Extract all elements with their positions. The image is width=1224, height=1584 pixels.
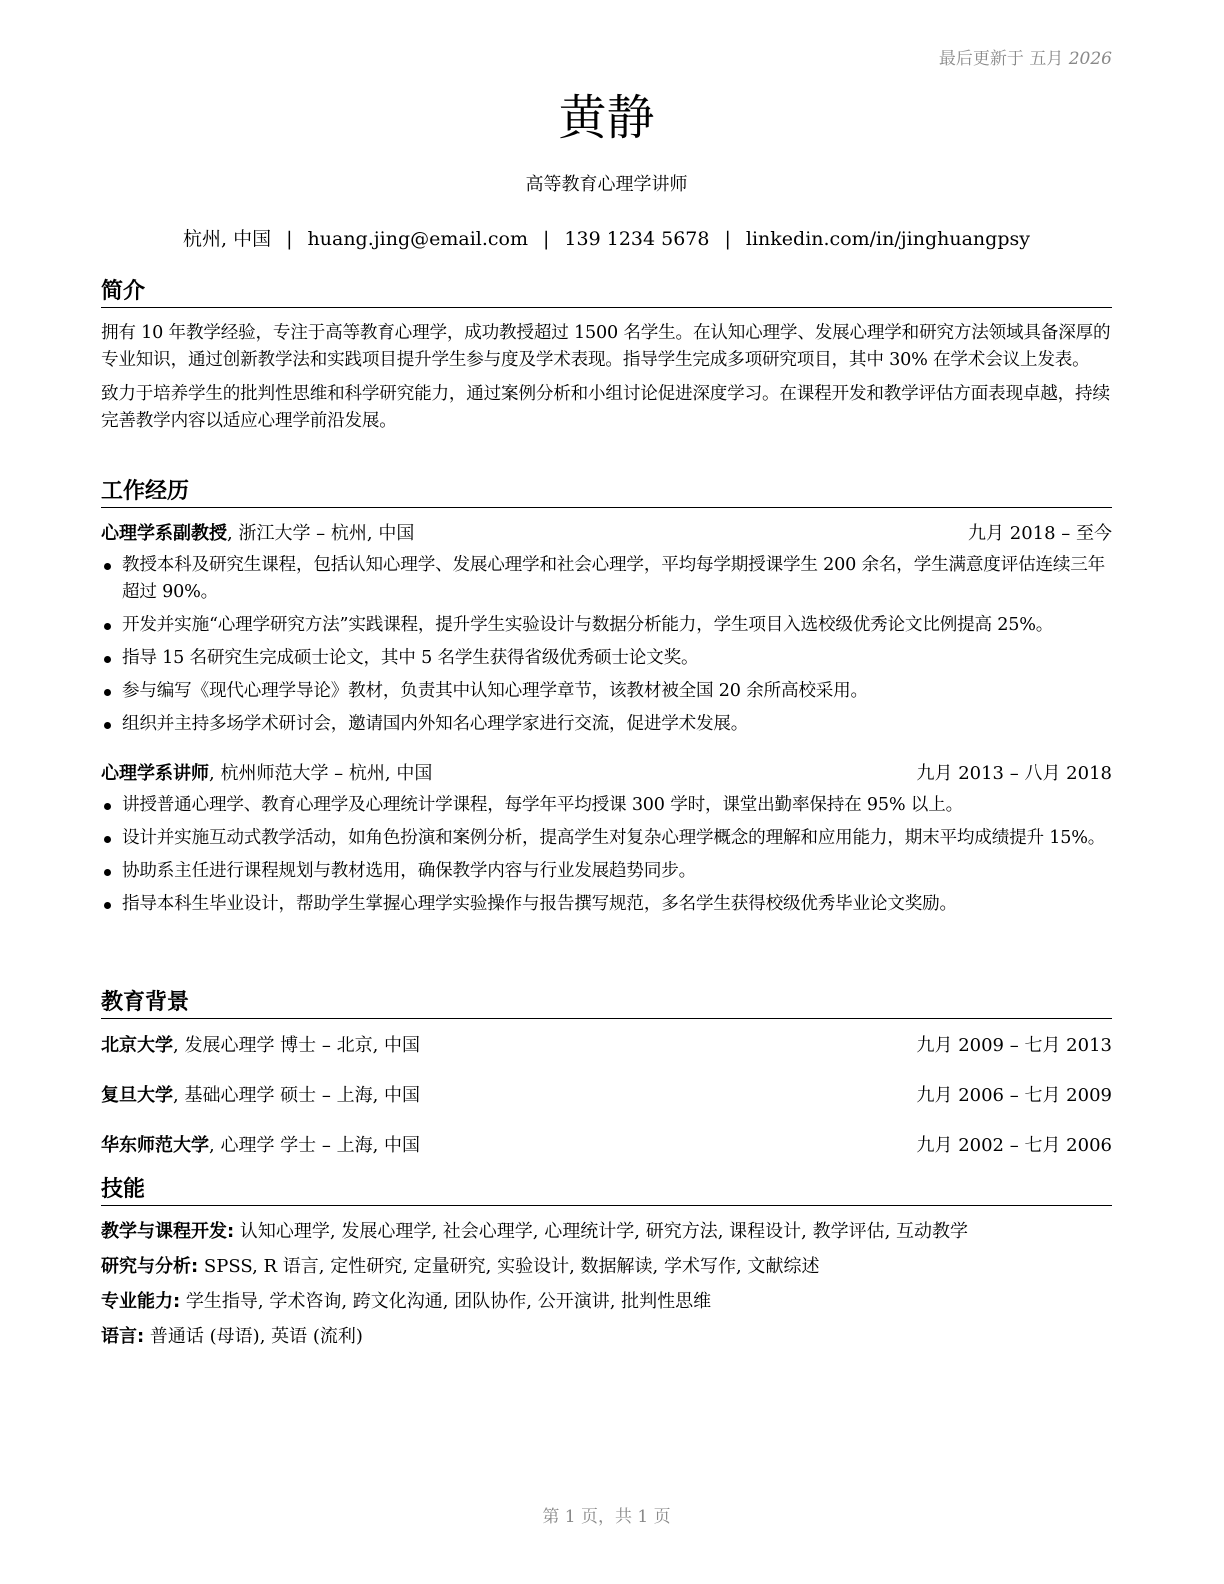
education-entry: [101, 1133, 1112, 1159]
education-school-detail: [101, 1133, 420, 1159]
last-updated-year: 2026: [1068, 49, 1112, 69]
education-school: 华东师范大学: [101, 1135, 209, 1156]
job-role: 心理学系讲师: [101, 763, 209, 784]
skill-value: 普通话 (母语), 英语 (流利): [144, 1326, 363, 1347]
summary-section: [101, 277, 1112, 435]
education-school: 北京大学: [101, 1035, 173, 1056]
education-dates: 九月 2006 – 七月 2009: [916, 1085, 1112, 1106]
experience-section: [101, 477, 1112, 918]
contact-location: 杭州, 中国: [183, 228, 272, 250]
candidate-title: 高等教育心理学讲师: [525, 174, 688, 195]
contact-separator: |: [286, 228, 293, 250]
education-school-detail: [101, 1083, 420, 1109]
education-dates: 九月 2009 – 七月 2013: [916, 1035, 1112, 1056]
education-detail: , 基础心理学 硕士 – 上海, 中国: [173, 1085, 421, 1106]
education-detail: , 发展心理学 博士 – 北京, 中国: [173, 1035, 421, 1056]
section-heading-summary: 简介: [101, 277, 1112, 308]
skill-label: 研究与分析:: [101, 1256, 199, 1277]
bullet-item: 设计并实施互动式教学活动，如角色扮演和案例分析，提高学生对复杂心理学概念的理解和应用能力，期末平均成绩提升 15%。: [101, 825, 1112, 852]
bullet-item: 讲授普通心理学、教育心理学及心理统计学课程，每学年平均授课 300 学时，课堂出勤率保持在 95% 以上。: [101, 792, 1112, 819]
job-org: , 浙江大学 – 杭州, 中国: [227, 523, 415, 544]
job-entry: [101, 521, 1112, 738]
contact-separator: |: [724, 228, 731, 250]
bullet-item: 指导本科生毕业设计，帮助学生掌握心理学实验操作与报告撰写规范，多名学生获得校级优秀毕业论文奖励。: [101, 891, 1112, 918]
bullet-item: 指导 15 名研究生完成硕士论文，其中 5 名学生获得省级优秀硕士论文奖。: [101, 645, 1112, 672]
section-heading-skills: 技能: [101, 1175, 1112, 1206]
job-bullets: [101, 552, 1112, 738]
bullet-item: 开发并实施“心理学研究方法”实践课程，提升学生实验设计与数据分析能力，学生项目入选校级优秀论文比例提高 25%。: [101, 612, 1112, 639]
section-heading-experience: 工作经历: [101, 477, 1112, 508]
bullet-item: 教授本科及研究生课程，包括认知心理学、发展心理学和社会心理学，平均每学期授课学生 200 余名，学生满意度评估连续三年超过 90%。: [101, 552, 1112, 606]
education-entry: [101, 1033, 1112, 1059]
job-role: 心理学系副教授: [101, 523, 227, 544]
job-dates: 九月 2013 – 八月 2018: [916, 763, 1112, 784]
skill-row: [101, 1219, 1112, 1245]
section-heading-education: 教育背景: [101, 988, 1112, 1019]
bullet-item: 协助系主任进行课程规划与教材选用，确保教学内容与行业发展趋势同步。: [101, 858, 1112, 885]
page-number-footer: 第 1 页，共 1 页: [542, 1507, 671, 1527]
resume-page: [101, 0, 1112, 1584]
job-bullets: [101, 792, 1112, 918]
skill-row: [101, 1324, 1112, 1350]
education-dates: 九月 2002 – 七月 2006: [916, 1135, 1112, 1156]
job-role-org: [101, 521, 414, 547]
candidate-name: 黄静: [558, 90, 655, 146]
last-updated-label: 最后更新于 五月: [938, 49, 1064, 69]
job-role-org: [101, 761, 432, 787]
education-detail: , 心理学 学士 – 上海, 中国: [209, 1135, 421, 1156]
job-org: , 杭州师范大学 – 杭州, 中国: [209, 763, 433, 784]
skill-label: 教学与课程开发:: [101, 1221, 235, 1242]
skills-section: [101, 1175, 1112, 1350]
skill-row: [101, 1254, 1112, 1280]
skill-value: 认知心理学, 发展心理学, 社会心理学, 心理统计学, 研究方法, 课程设计, 教学评估, 互动教学: [234, 1221, 969, 1242]
bullet-item: 参与编写《现代心理学导论》教材，负责其中认知心理学章节，该教材被全国 20 余所高校采用。: [101, 678, 1112, 705]
last-updated: [939, 44, 1112, 69]
summary-paragraph: 拥有 10 年教学经验，专注于高等教育心理学，成功教授超过 1500 名学生。在认知心理学、发展心理学和研究方法领域具备深厚的专业知识，通过创新教学法和实践项目提升学生参与度及学术表现。指导学生完成多项研究项目，其中 30% 在学术会议上发表。: [101, 323, 1111, 370]
skill-label: 专业能力:: [101, 1291, 181, 1312]
summary-paragraph: 致力于培养学生的批判性思维和科学研究能力，通过案例分析和小组讨论促进深度学习。在课程开发和教学评估方面表现卓越，持续完善教学内容以适应心理学前沿发展。: [101, 384, 1110, 431]
contact-phone[interactable]: 139 1234 5678: [564, 228, 710, 250]
skill-row: [101, 1289, 1112, 1315]
contact-separator: |: [543, 228, 550, 250]
contact-line: [101, 224, 1112, 251]
contact-linkedin[interactable]: linkedin.com/in/jinghuangpsy: [745, 228, 1030, 250]
education-school: 复旦大学: [101, 1085, 173, 1106]
education-entry: [101, 1083, 1112, 1109]
contact-email[interactable]: huang.jing@email.com: [307, 228, 529, 250]
bullet-item: 组织并主持多场学术研讨会，邀请国内外知名心理学家进行交流，促进学术发展。: [101, 711, 1112, 738]
job-header: [101, 761, 1112, 787]
education-section: [101, 988, 1112, 1159]
skill-value: 学生指导, 学术咨询, 跨文化沟通, 团队协作, 公开演讲, 批判性思维: [180, 1291, 712, 1312]
job-dates: 九月 2018 – 至今: [968, 523, 1112, 544]
job-header: [101, 521, 1112, 547]
skill-label: 语言:: [101, 1326, 145, 1347]
education-school-detail: [101, 1033, 420, 1059]
skill-value: SPSS, R 语言, 定性研究, 定量研究, 实验设计, 数据解读, 学术写作, 文献综述: [198, 1256, 820, 1277]
job-entry: [101, 761, 1112, 918]
